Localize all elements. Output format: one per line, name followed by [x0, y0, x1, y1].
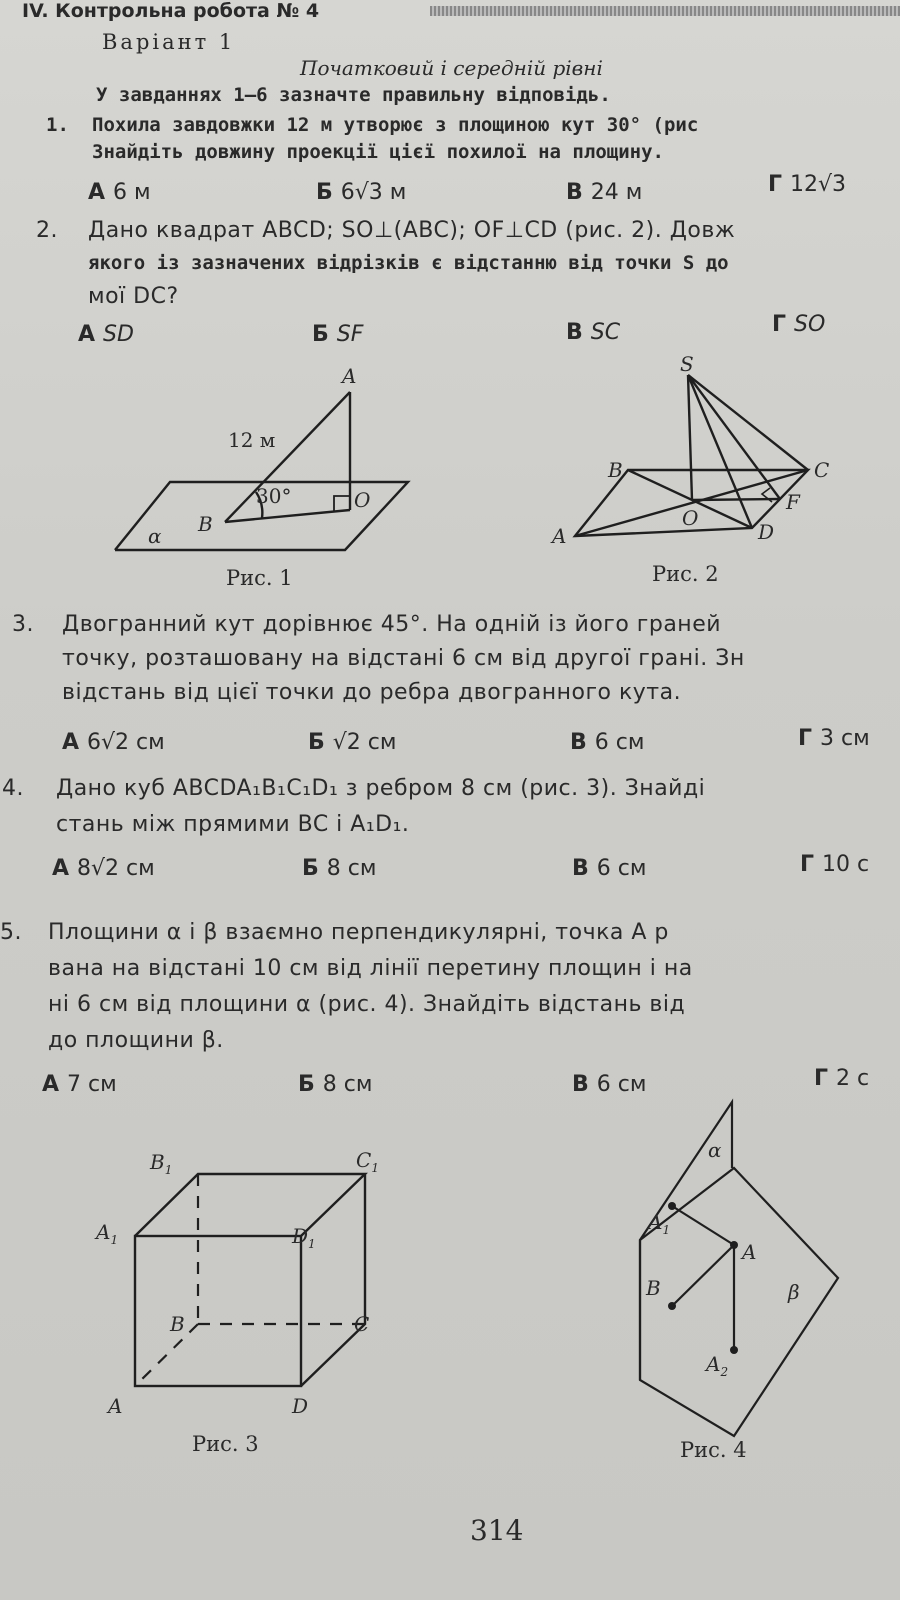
fig4-point-a1	[668, 1202, 676, 1210]
task-1-line-2: Знайдіть довжину проекції цієї похилої на площину.	[92, 141, 664, 163]
fig4-point-a2	[730, 1346, 738, 1354]
fig4-label-a: A	[742, 1240, 757, 1264]
fig1-label-b: B	[198, 512, 213, 536]
task-1-option-a: А 6 м	[88, 180, 151, 205]
fig1-label-alpha: α	[148, 524, 162, 548]
task-5-line-4: до площини β.	[48, 1028, 224, 1053]
task-4-option-d: Г 10 с	[800, 852, 870, 877]
fig2-label-d: D	[758, 520, 775, 544]
task-5-line-3: ні 6 см від площини α (рис. 4). Знайдіть відстань від	[48, 992, 686, 1017]
task-5-option-a: А 7 см	[42, 1072, 117, 1097]
task-5-option-c: В 6 см	[572, 1072, 647, 1097]
variant-label: Варіант 1	[102, 30, 236, 54]
fig3-caption: Рис. 3	[192, 1432, 259, 1456]
fig4-point-a	[730, 1241, 738, 1249]
task-3-option-a: А 6√2 см	[62, 730, 165, 755]
task-5-option-b: Б 8 см	[298, 1072, 373, 1097]
instruction: У завданнях 1–6 зазначте правильну відповідь.	[96, 84, 611, 106]
task-2-line-1: Дано квадрат ABCD; SO⊥(ABC); OF⊥CD (рис. 2). Довж	[88, 218, 736, 243]
fig2-caption: Рис. 2	[652, 562, 719, 586]
fig4-label-alpha: α	[708, 1138, 722, 1162]
fig4-label-a2: $A_2$	[706, 1352, 729, 1379]
section-title: IV. Контрольна робота № 4	[22, 0, 320, 22]
fig1-label-a: A	[342, 364, 357, 388]
fig3-label-a: A	[108, 1394, 123, 1418]
fig3-label-b1: $B_1$	[150, 1150, 173, 1177]
fig3-label-d: D	[292, 1394, 309, 1418]
fig3-label-a1: $A_1$	[96, 1220, 119, 1247]
fig4-caption: Рис. 4	[680, 1438, 747, 1462]
task-1-line-1: Похила завдовжки 12 м утворює з площиною кут 30° (рис	[92, 114, 699, 136]
task-2-option-a: А SD	[78, 322, 134, 347]
task-3-line-2: точку, розташовану на відстані 6 см від другої грані. Зн	[62, 646, 745, 671]
fig4-segment-ab	[672, 1245, 734, 1306]
fig4-label-a1: $A_1$	[648, 1210, 671, 1237]
task-3-option-b: Б √2 см	[308, 730, 397, 755]
task-5-option-d: Г 2 с	[814, 1066, 870, 1091]
fig3-label-c: C	[354, 1312, 370, 1336]
task-5-line-1: Площини α і β взаємно перпендикулярні, точка A р	[48, 920, 669, 945]
task-2-option-c: В SC	[566, 320, 621, 345]
page-number: 314	[470, 1514, 524, 1547]
task-3-line-1: Двогранний кут дорівнює 45°. На одній із його граней	[62, 612, 722, 637]
fig4-label-beta: β	[788, 1280, 800, 1304]
fig2-label-b: B	[608, 458, 623, 482]
task-4-line-1: Дано куб ABCDA₁B₁C₁D₁ з ребром 8 см (рис. 3). Знайді	[56, 776, 706, 801]
task-3-option-c: В 6 см	[570, 730, 645, 755]
task-1-option-b: Б 6√3 м	[316, 180, 407, 205]
task-4-number: 4.	[2, 776, 24, 801]
fig2-label-s: S	[680, 352, 694, 376]
level-label: Початковий і середній рівні	[300, 56, 603, 80]
task-3-line-3: відстань від цієї точки до ребра двогранного кута.	[62, 680, 682, 705]
fig2-label-f: F	[786, 490, 800, 514]
fig1-caption: Рис. 1	[226, 566, 293, 590]
task-3-number: 3.	[12, 612, 34, 637]
task-2-option-d: Г SO	[772, 312, 826, 337]
task-2-number: 2.	[36, 218, 58, 243]
fig3-label-b: B	[170, 1312, 185, 1336]
task-4-line-2: стань між прямими BC і A₁D₁.	[56, 812, 410, 837]
fig3-label-d1: $D_1$	[292, 1224, 316, 1251]
fig2-label-c: C	[814, 458, 830, 482]
task-5-line-2: вана на відстані 10 см від лінії перетину площин і на	[48, 956, 693, 981]
fig1-label-o: O	[354, 488, 371, 512]
task-1-number: 1.	[46, 114, 69, 136]
task-4-option-b: Б 8 см	[302, 856, 377, 881]
fig2-label-a: A	[552, 524, 567, 548]
fig4-label-b: B	[646, 1276, 661, 1300]
task-3-option-d: Г 3 см	[798, 726, 870, 751]
task-1-option-d: Г 12√3	[768, 172, 847, 197]
fig1-label-length: 12 м	[228, 428, 276, 452]
fig4-segment-a1a	[672, 1206, 734, 1245]
task-4-option-c: В 6 см	[572, 856, 647, 881]
fig3-label-c1: $C_1$	[356, 1148, 379, 1175]
task-1-option-c: В 24 м	[566, 180, 643, 205]
fig2-label-o: O	[682, 506, 699, 530]
task-4-option-a: А 8√2 см	[52, 856, 155, 881]
task-2-line-3: мої DC?	[88, 284, 179, 309]
task-5-number: 5.	[0, 920, 22, 945]
fig4-point-b	[668, 1302, 676, 1310]
task-2-option-b: Б SF	[312, 322, 364, 347]
task-2-line-2: якого із зазначених відрізків є відстанню від точки S до	[88, 252, 729, 274]
fig1-label-angle: 30°	[256, 484, 292, 508]
